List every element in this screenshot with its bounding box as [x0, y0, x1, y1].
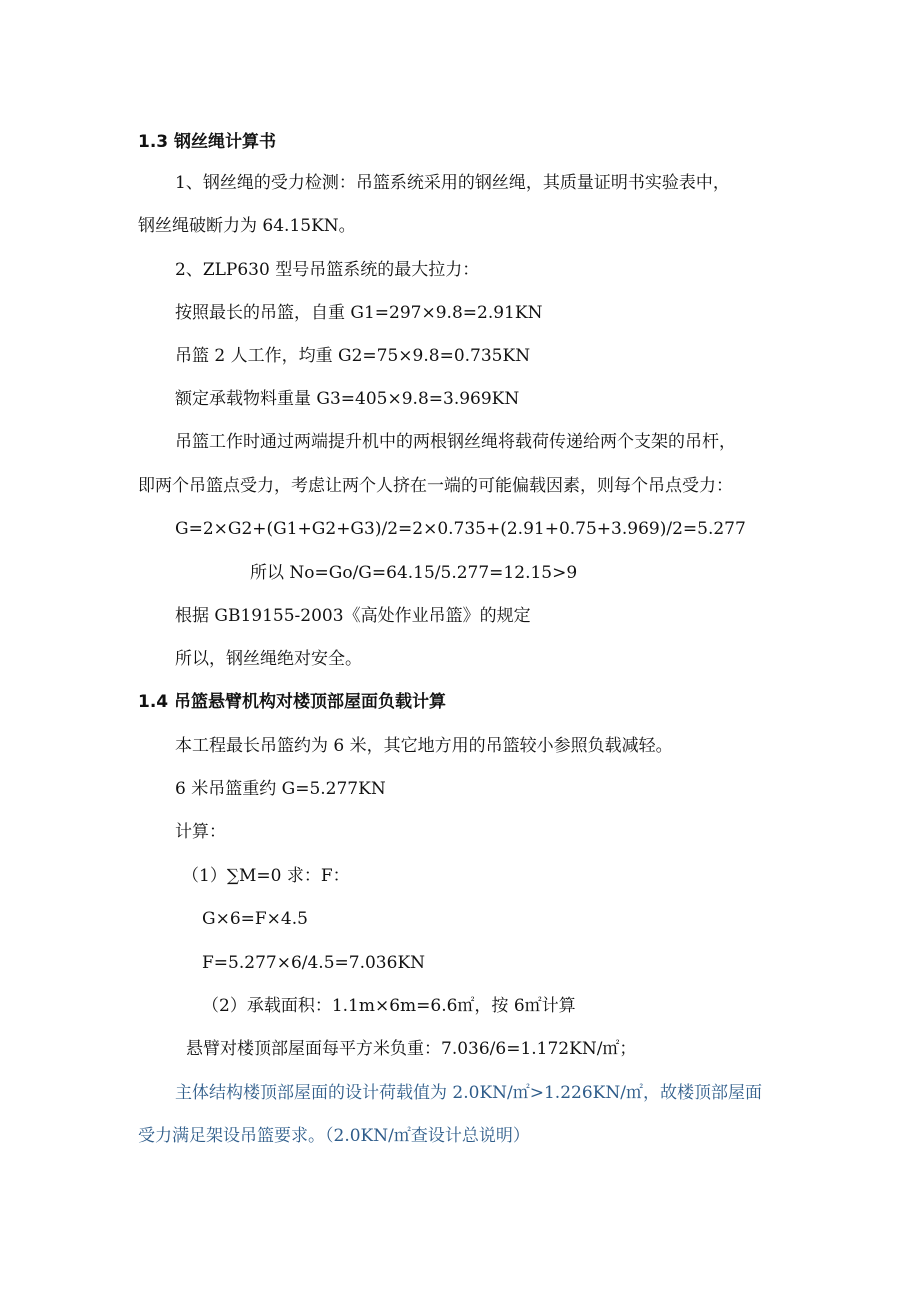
formula-safety-factor: 所以 No=Go/G=64.15/5.277=12.15>9 [250, 563, 578, 583]
paragraph-rated-load: 额定承载物料重量 G3=405×9.8=3.969KN [175, 389, 520, 409]
paragraph-rope-test-line1: 1、钢丝绳的受力检测：吊篮系统采用的钢丝绳，其质量证明书实验表中， [175, 173, 730, 193]
paragraph-design-load-line1: 主体结构楼顶部屋面的设计荷载值为 2.0KN/㎡>1.226KN/㎡，故楼顶部屋面 [175, 1083, 762, 1103]
paragraph-max-tension: 2、ZLP630 型号吊篮系统的最大拉力： [175, 260, 480, 280]
paragraph-self-weight: 按照最长的吊篮，自重 G1=297×9.8=2.91KN [175, 303, 543, 323]
paragraph-load-transfer-line2: 即两个吊篮点受力，考虑让两个人挤在一端的可能偏载因素，则每个吊点受力： [138, 476, 733, 496]
formula-hoist-point-force: G=2×G2+(G1+G2+G3)/2=2×0.735+(2.91+0.75+3.969)/2=5.277 [175, 519, 746, 539]
paragraph-workers-weight: 吊篮 2 人工作，均重 G2=75×9.8=0.735KN [175, 346, 531, 366]
paragraph-longest-basket: 本工程最长吊篮约为 6 米，其它地方用的吊篮较小参照负载减轻。 [175, 736, 673, 756]
section-1-4-heading: 1.4 吊篮悬臂机构对楼顶部屋面负载计算 [138, 692, 447, 712]
step-moment-equation: （1）∑M=0 求：F： [182, 866, 350, 886]
paragraph-load-transfer-line1: 吊篮工作时通过两端提升机中的两根钢丝绳将载荷传递给两个支架的吊杆， [175, 432, 736, 452]
section-1-3-heading: 1.3 钢丝绳计算书 [138, 132, 277, 152]
equation-moment-balance: G×6=F×4.5 [202, 909, 308, 929]
equation-force-result: F=5.277×6/4.5=7.036KN [202, 953, 426, 973]
paragraph-load-per-area: 悬臂对楼顶部屋面每平方米负重：7.036/6=1.172KN/㎡； [186, 1039, 637, 1059]
paragraph-rope-test-line2: 钢丝绳破断力为 64.15KN。 [138, 216, 356, 236]
paragraph-calculation-label: 计算： [175, 822, 226, 842]
step-bearing-area: （2）承载面积：1.1m×6m=6.6㎡，按 6㎡计算 [202, 996, 576, 1016]
paragraph-rope-safe: 所以，钢丝绳绝对安全。 [175, 649, 362, 669]
paragraph-basket-weight: 6 米吊篮重约 G=5.277KN [175, 779, 386, 799]
paragraph-design-load-line2: 受力满足架设吊篮要求。（2.0KN/㎡查设计总说明） [138, 1126, 530, 1146]
paragraph-standard-reference: 根据 GB19155-2003《高处作业吊篮》的规定 [175, 606, 531, 626]
